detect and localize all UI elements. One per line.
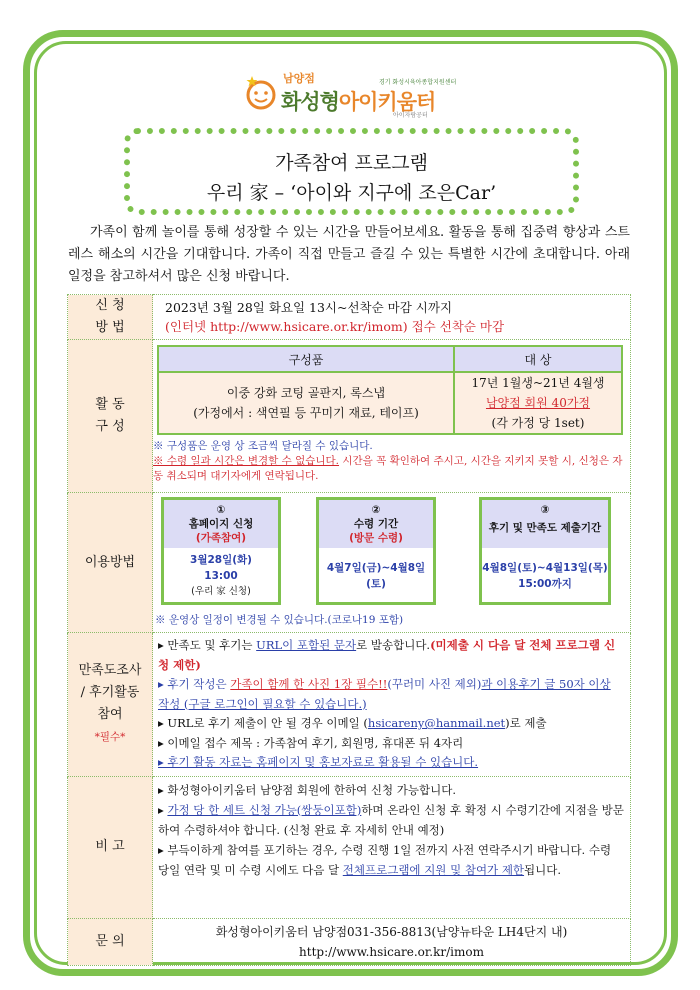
- label-apply: 신 청 방 법: [68, 295, 153, 340]
- step-3: ③ 후기 및 만족도 제출기간 4월8일(토)~4월13일(목) 15:00까지: [479, 497, 611, 605]
- apply-line-1: 2023년 3월 28일 화요일 13시~선착순 마감 시까지: [165, 300, 453, 315]
- components-table: [157, 345, 623, 435]
- title-line-2: 우리 家 – ‘아이와 지구에 조은Car’: [206, 182, 497, 204]
- survey-content: [153, 633, 631, 777]
- usage-content: [153, 493, 631, 633]
- label-survey: 만족도조사 / 후기활동 참여 *필수*: [68, 633, 153, 777]
- intro-paragraph: 가족이 함께 놀이를 통해 성장할 수 있는 시간을 만들어보세요. 활동을 통해 집중력 향상과 스트레스 해소의 시간을 기대합니다. 가족이 직접 만들고 즐길 수 있는 특별한 시간에 초대합니다. 아래 일정을 참고하셔서 많은 신청 바랍니다.: [68, 225, 630, 284]
- row-usage: [68, 493, 631, 633]
- survey-line-2: ▸ 후기 작성은 가족이 함께 한 사진 1장 필수!!(꾸러미 사진 제외)과 이용후기 글 50자 이상 작성 (구글 로그인이 필요할 수 있습니다.): [158, 677, 611, 711]
- logo: [243, 70, 493, 126]
- apply-content: [153, 295, 631, 340]
- step-2: ② 수령 기간 (방문 수령) 4월7일(금)~4월8일(토): [316, 497, 436, 605]
- title-line-1: 가족참여 프로그램: [275, 152, 428, 174]
- row-contact: [68, 918, 631, 965]
- label-activity: 활 동 구 성: [68, 340, 153, 493]
- logo-branch: 남양점: [283, 72, 315, 85]
- survey-line-4: ▸ 이메일 접수 제목 : 가족참여 후기, 회원명, 휴대폰 뒤 4자리: [158, 735, 464, 750]
- remarks-line-3: ▸ 부득이하게 참여를 포기하는 경우, 수령 진행 1일 전까지 사전 연락주시기 바랍니다. 수령 당일 연락 및 미 수령 시에도 다음 달 전체프로그램에 지원 및 참여가 제한됩니다.: [158, 842, 612, 877]
- header-items: 구성품: [158, 346, 454, 372]
- remarks-line-2: ▸ 가정 당 한 세트 신청 가능(쌍둥이포함)하며 온라인 신청 후 확정 시 수령기간에 지점을 방문하여 수령하셔야 합니다. (신청 완료 후 자세히 안내 예정): [158, 802, 624, 837]
- remarks-content: [153, 776, 631, 918]
- logo-sub: 아이자람공터: [393, 112, 428, 119]
- remarks-line-1: ▸ 화성형아이키움터 남양점 회원에 한하여 신청 가능합니다.: [158, 782, 456, 797]
- target-cell: 17년 1월생~21년 4월생 남양점 회원 40가정 (각 가정 당 1set): [454, 372, 622, 434]
- title-box: [124, 128, 579, 215]
- info-table: [67, 294, 631, 966]
- survey-line-1: ▸ 만족도 및 후기는 URL이 포함된 문자로 발송합니다.(미제출 시 다음 달 전체 프로그램 신청 제한): [158, 638, 616, 672]
- contact-content: [153, 918, 631, 965]
- email-link[interactable]: hsicareny@hanmail.net: [367, 716, 506, 730]
- apply-line-2: (인터넷 http://www.hsicare.or.kr/imom) 접수 선착순 마감: [165, 319, 505, 334]
- label-contact: 문 의: [68, 918, 153, 965]
- header-target: 대 상: [454, 346, 622, 372]
- activity-content: [153, 340, 631, 493]
- logo-org: 경기 화성시육아종합지원센터: [379, 79, 457, 86]
- row-apply: [68, 295, 631, 340]
- usage-note: ※ 운영상 일정이 변경될 수 있습니다.(코로나19 포함): [155, 614, 404, 626]
- survey-line-3: ▸ URL로 후기 제출이 안 될 경우 이메일 (hsicareny@hanmail.net)로 제출: [158, 716, 547, 730]
- contact-line-1: 화성형아이키움터 남양점031-356-8813(남양뉴타운 LH4단지 내): [215, 924, 568, 939]
- logo-name: 화성형아이키움터: [281, 90, 436, 114]
- label-remarks: 비 고: [68, 776, 153, 918]
- row-activity: [68, 340, 631, 493]
- row-survey: [68, 633, 631, 777]
- activity-note-2: ※ 수령 일과 시간은 변경할 수 없습니다. 시간을 꼭 확인하여 주시고, 시간을 지키지 못할 시, 신청은 자동 취소되며 대기자에게 연락됩니다.: [153, 455, 623, 482]
- row-remarks: [68, 776, 631, 918]
- contact-url[interactable]: http://www.hsicare.or.kr/imom: [299, 944, 484, 959]
- items-cell: 이중 강화 코팅 골판지, 록스냅 (가정에서 : 색연필 등 꾸미기 재료, 테이프): [158, 372, 454, 434]
- activity-note-1: ※ 구성품은 운영 상 조금씩 달라질 수 있습니다.: [153, 440, 373, 452]
- survey-line-5: ▸ 후기 활동 자료는 홈페이지 및 홍보자료로 활용될 수 있습니다.: [158, 755, 479, 769]
- smile-logo-icon: [243, 74, 279, 110]
- label-usage: 이용방법: [68, 493, 153, 633]
- steps: [153, 493, 630, 605]
- step-1: ① 홈페이지 신청 (가족참여) 3월28일(화) 13:00 (우리 家 신청): [161, 497, 281, 605]
